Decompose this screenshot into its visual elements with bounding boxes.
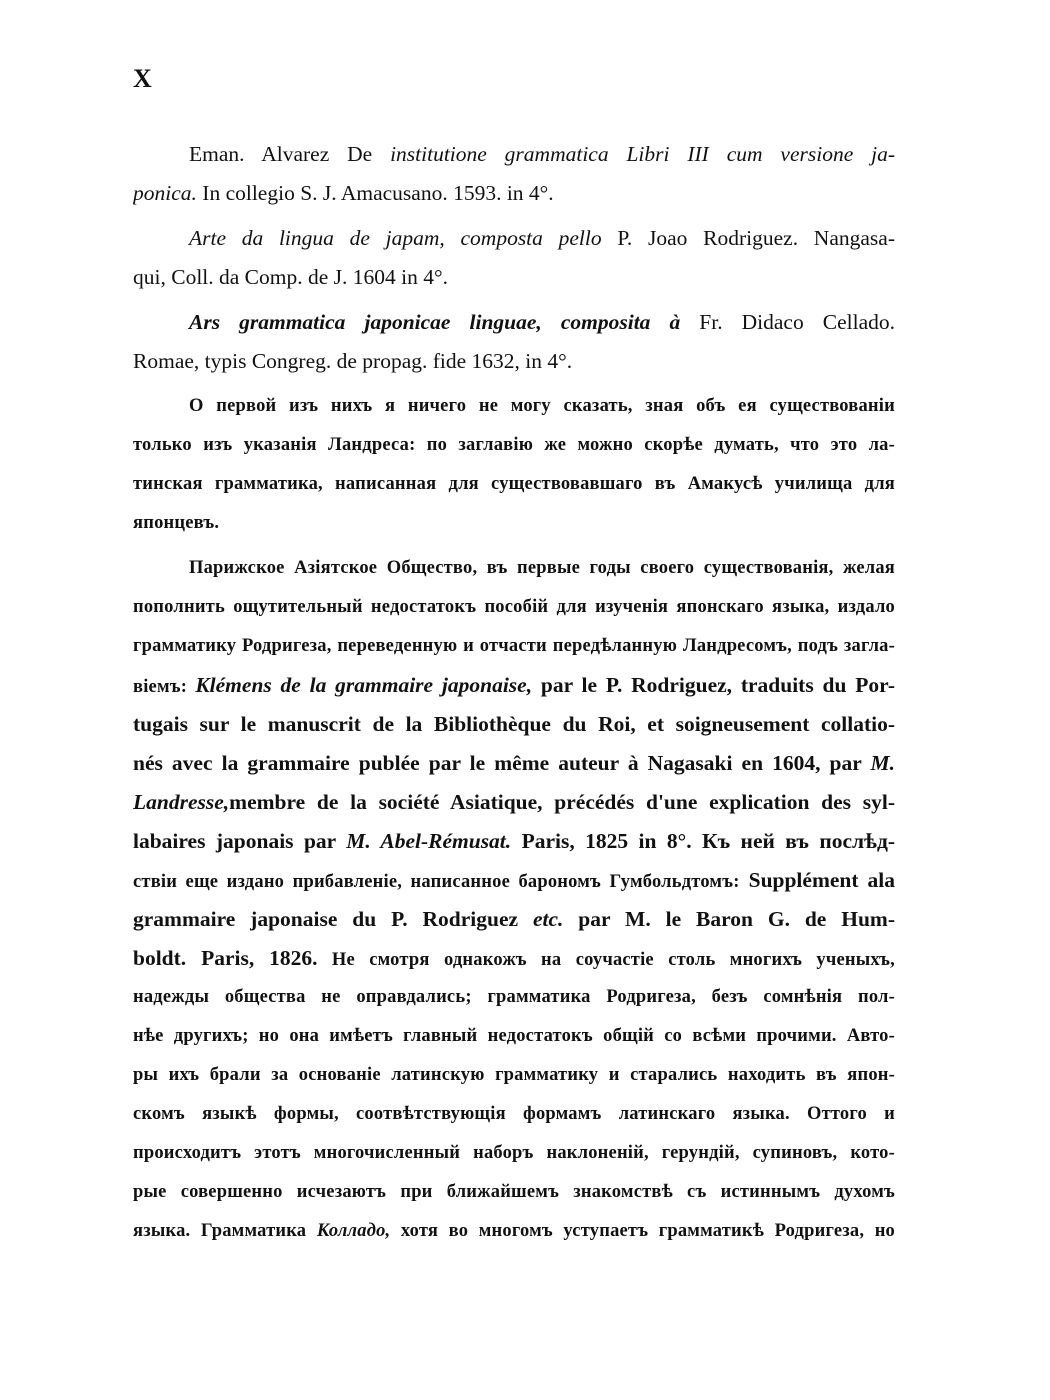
text-line: только изъ указанія Ландреса: по заглавію же можно скорѣе думать, что это ла- bbox=[133, 435, 895, 455]
text-line: labaires japonais par M. Abel-Rémusat. Paris, 1825 in 8°. Къ ней въ послѣд- bbox=[133, 829, 895, 853]
text-line: тинская грамматика, написанная для существовавшаго въ Амакусѣ училища для bbox=[133, 474, 895, 494]
italic-name: M. Abel-Rémusat. bbox=[346, 829, 512, 853]
text-line: tugais sur le manuscrit de la Bibliothèque du Roi, et soigneusement collatio- bbox=[133, 712, 895, 736]
text-line: надежды общества не оправдались; грамматика Родригеза, безъ сомнѣнія пол- bbox=[133, 987, 895, 1007]
italic-name: Колладо, bbox=[316, 1221, 391, 1241]
text-line: грамматику Родригеза, переведенную и отчасти передѣланную Ландресомъ, подъ загла- bbox=[133, 636, 895, 656]
text-line: Ars grammatica japonicae linguae, composita à Fr. Didaco Cellado. bbox=[189, 310, 895, 334]
text-line: пополнить ощутительный недостатокъ пособій для изученія японскаго языка, издало bbox=[133, 597, 895, 617]
text-line: Парижское Азіятское Общество, въ первые годы своего существованія, желая bbox=[189, 558, 895, 578]
page-number: X bbox=[133, 64, 152, 93]
italic-title: Ars grammatica japonicae linguae, composita à bbox=[189, 310, 681, 334]
italic-title: Arte da lingua de japam, composta pello bbox=[189, 226, 602, 250]
text-line: нѣе другихъ; но она имѣетъ главный недостатокъ общій со всѣми прочими. Авто- bbox=[133, 1026, 895, 1046]
italic-title: Klémens de la grammaire japonaise, bbox=[195, 673, 533, 697]
text-line: qui, Coll. da Comp. de J. 1604 in 4°. bbox=[133, 265, 448, 289]
bibliography-entry bbox=[133, 303, 895, 381]
text-line: О первой изъ нихъ я ничего не могу сказать, зная объ ея существованіи bbox=[189, 396, 895, 416]
text-line: віемъ: Klémens de la grammaire japonaise, par le P. Rodriguez, traduits du Por- bbox=[133, 673, 895, 697]
paragraph bbox=[133, 387, 895, 543]
text-line: происходитъ этотъ многочисленный наборъ наклоненій, герундій, супиновъ, кото- bbox=[133, 1143, 895, 1163]
italic-title: ponica. bbox=[133, 181, 197, 205]
body-text bbox=[133, 135, 895, 1251]
paragraph bbox=[133, 549, 895, 1251]
bibliography-entry bbox=[133, 135, 895, 213]
text-line: ponica. In collegio S. J. Amacusano. 1593. in 4°. bbox=[133, 181, 554, 205]
text-line: ствіи еще издано прибавленіе, написанное барономъ Гумбольдтомъ: Supplément ala bbox=[133, 868, 895, 892]
text-line: Landresse,membre de la société Asiatique, précédés d'une explication des syl- bbox=[133, 790, 895, 814]
text-line: boldt. Paris, 1826. Не смотря однакожъ на соучастіе столь многихъ ученыхъ, bbox=[133, 946, 895, 970]
text-line: японцевъ. bbox=[133, 513, 220, 533]
text-line: grammaire japonaise du P. Rodriguez etc. par M. le Baron G. de Hum- bbox=[133, 907, 895, 931]
text-line: языка. Грамматика Колладо, хотя во многомъ уступаетъ грамматикѣ Родригеза, но bbox=[133, 1221, 895, 1241]
text-line: Eman. Alvarez De institutione grammatica Libri III cum versione ja- bbox=[189, 142, 895, 166]
text-line: nés avec la grammaire publée par le même auteur à Nagasaki en 1604, par M. bbox=[133, 751, 895, 775]
text-line: рые совершенно исчезаютъ при ближайшемъ знакомствѣ съ истиннымъ духомъ bbox=[133, 1182, 895, 1202]
bibliography-entry bbox=[133, 219, 895, 297]
text-line: ры ихъ брали за основаніе латинскую грамматику и старались находить въ япон- bbox=[133, 1065, 895, 1085]
text-line: скомъ языкѣ формы, соотвѣтствующія формамъ латинскаго языка. Оттого и bbox=[133, 1104, 895, 1124]
text-line: Romae, typis Congreg. de propag. fide 1632, in 4°. bbox=[133, 349, 573, 373]
text-line: Arte da lingua de japam, composta pello P. Joao Rodriguez. Nangasa- bbox=[189, 226, 895, 250]
italic-title: institutione grammatica Libri III cum versione ja- bbox=[390, 142, 895, 166]
italic-name: Landresse, bbox=[133, 790, 230, 814]
